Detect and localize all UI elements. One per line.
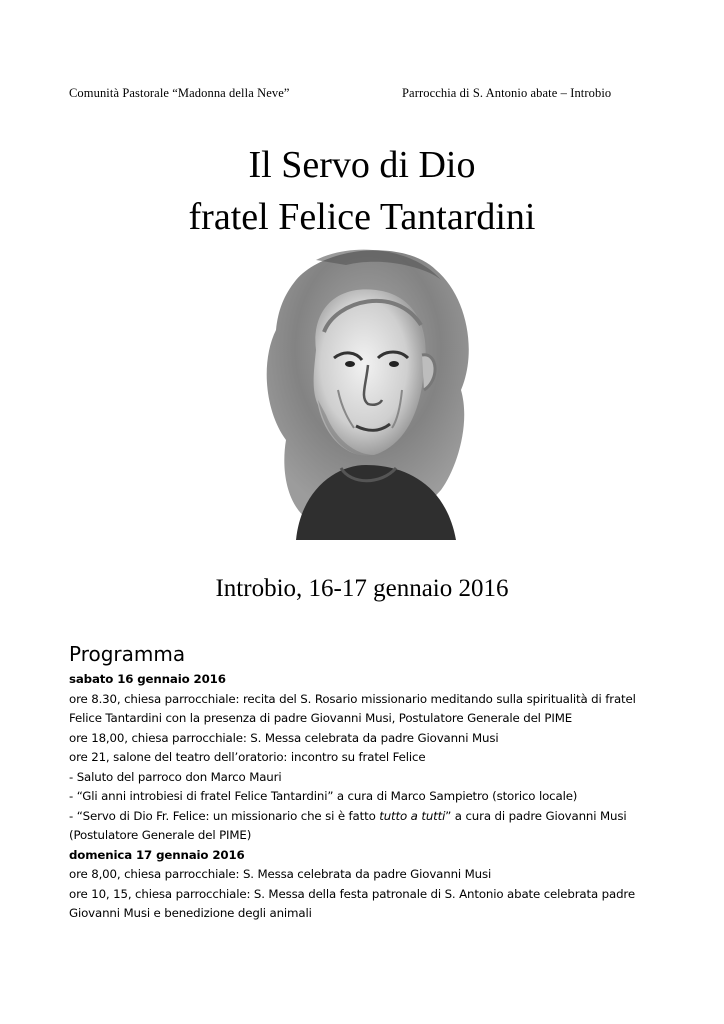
place-date: Introbio, 16-17 gennaio 2016 bbox=[215, 575, 509, 602]
header-parish: Parrocchia di S. Antonio abate – Introbio bbox=[402, 86, 612, 100]
program-line-part: ” a cura di padre Giovanni Musi bbox=[445, 808, 627, 823]
program-line: ore 8.30, chiesa parrocchiale: recita del S. Rosario missionario meditando sulla spiritualità di fratel bbox=[69, 691, 636, 706]
program-heading: Programma bbox=[69, 642, 186, 666]
page-title-line2: fratel Felice Tantardini bbox=[188, 196, 536, 238]
program-line: - “Gli anni introbiesi di fratel Felice Tantardini” a cura di Marco Sampietro (storico locale) bbox=[69, 789, 578, 803]
program-day-saturday: sabato 16 gennaio 2016 bbox=[69, 672, 226, 686]
program-line: ore 10, 15, chiesa parrocchiale: S. Messa della festa patronale di S. Antonio abate celebrata padre bbox=[69, 886, 635, 901]
program-line-part: - “Servo di Dio Fr. Felice: un missionario che si è fatto bbox=[69, 808, 380, 823]
header-community: Comunità Pastorale “Madonna della Neve” bbox=[69, 86, 290, 100]
program-line: ore 21, salone del teatro dell’oratorio: incontro su fratel Felice bbox=[69, 750, 426, 764]
program-line: ore 8,00, chiesa parrocchiale: S. Messa celebrata da padre Giovanni Musi bbox=[69, 867, 492, 881]
portrait-image bbox=[256, 240, 478, 548]
program-line: Felice Tantardini con la presenza di padre Giovanni Musi, Postulatore Generale del PIME bbox=[69, 711, 573, 725]
program-list bbox=[69, 670, 669, 924]
program-day-sunday: domenica 17 gennaio 2016 bbox=[69, 847, 245, 862]
program-line-italic: tutto a tutti bbox=[379, 808, 446, 823]
program-line: (Postulatore Generale del PIME) bbox=[69, 828, 252, 842]
page-title-line1: Il Servo di Dio bbox=[248, 144, 476, 186]
program-line: - Saluto del parroco don Marco Mauri bbox=[69, 769, 282, 784]
program-line: ore 18,00, chiesa parrocchiale: S. Messa celebrata da padre Giovanni Musi bbox=[69, 730, 499, 745]
program-line: Giovanni Musi e benedizione degli animali bbox=[69, 906, 312, 920]
program-line bbox=[69, 807, 669, 827]
